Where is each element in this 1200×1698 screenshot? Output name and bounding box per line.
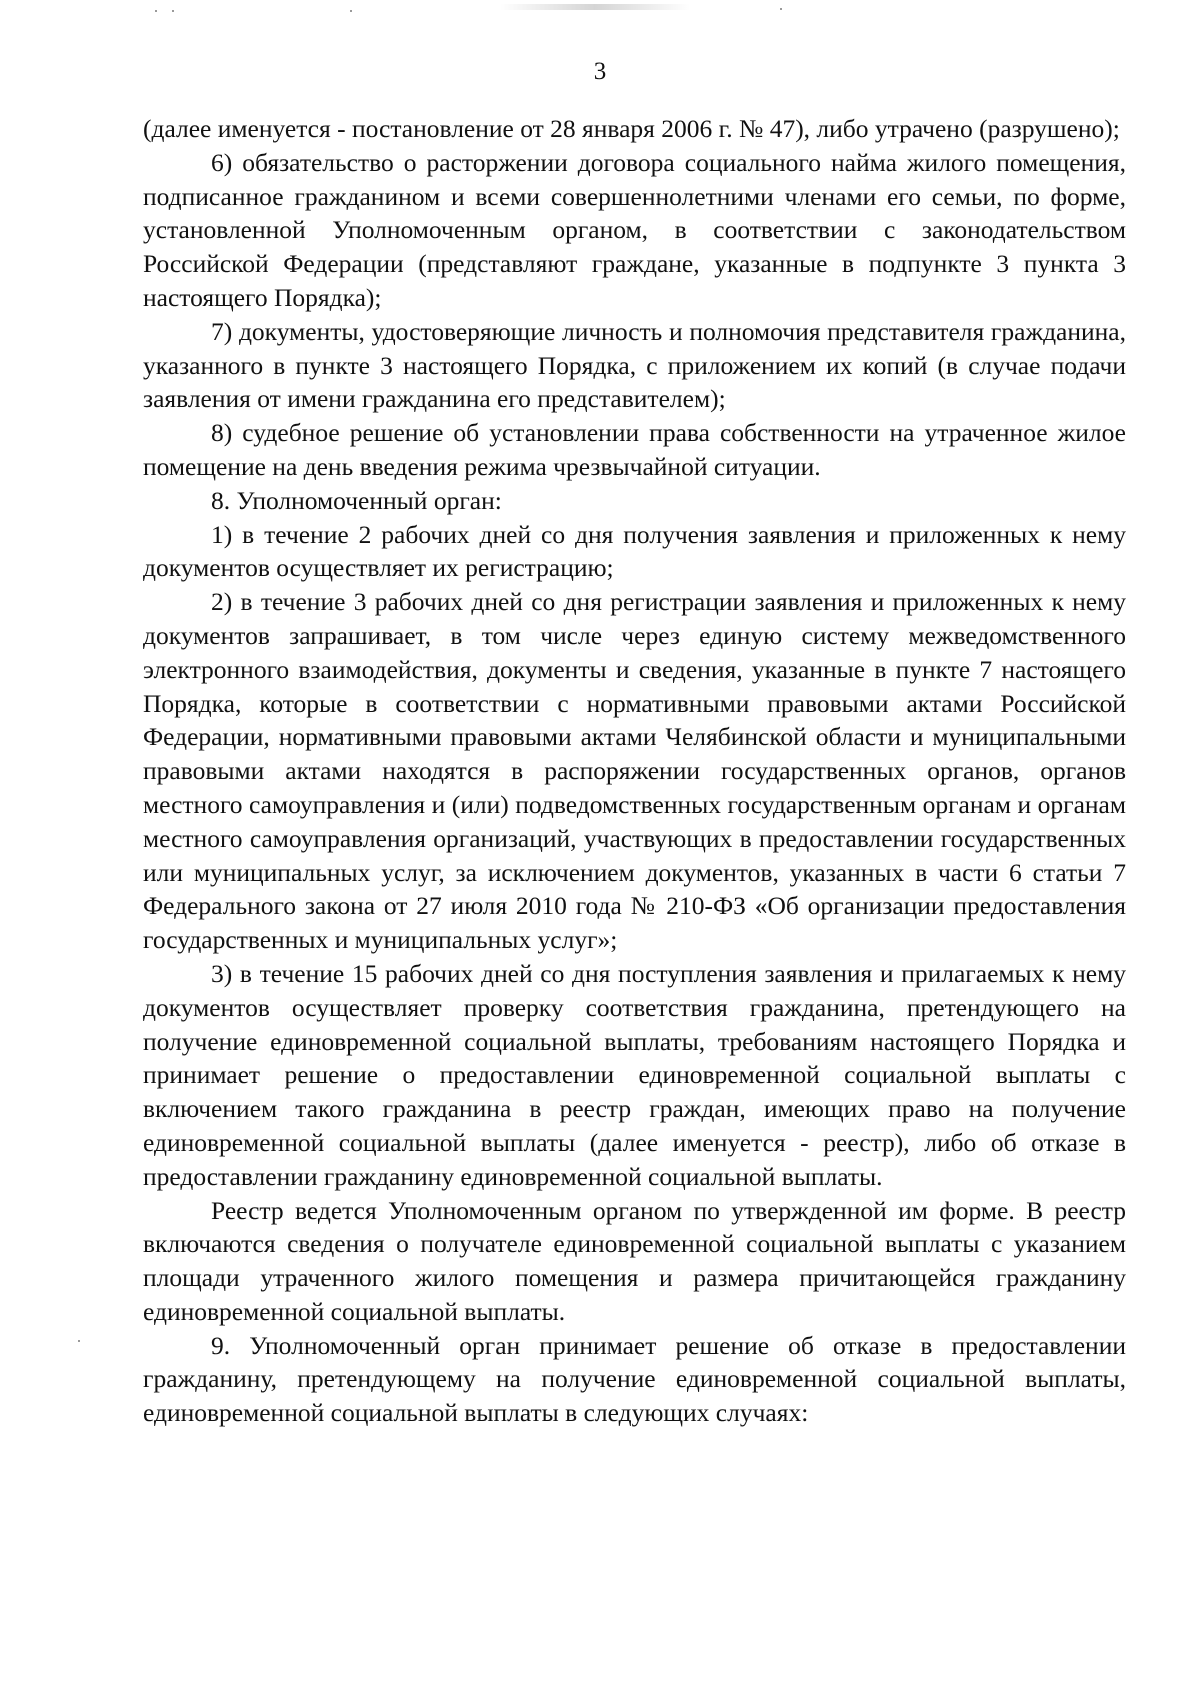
paragraph-item-6: 6) обязательство о расторжении договора социального найма жилого помещения, подписанное гражданином и всеми совершеннолетними членами его семьи, по форме, установленной Уполномоченным органом, в соответствии с законодательством Российской Федерации (представляют граждане, указанные в подпункте 3 пункта 3 настоящего Порядка); (143, 147, 1126, 312)
paragraph-section-9: 9. Уполномоченный орган принимает решение об отказе в предоставлении гражданину, претендующему на получение единовременной социальной выплаты, единовременной социальной выплаты в следующих случаях: (143, 1330, 1126, 1428)
paragraph-continuation: (далее именуется - постановление от 28 января 2006 г. № 47), либо утрачено (разрушено); (143, 114, 1120, 143)
paragraph-registry: Реестр ведется Уполномоченным органом по утвержденной им форме. В реестр включаются сведения о получателе единовременной социальной выплаты с указанием площади утраченного жилого помещения и размера причитающейся гражданину единовременной социальной выплаты. (143, 1195, 1126, 1326)
scan-artifact (350, 10, 352, 12)
paragraph-item-7: 7) документы, удостоверяющие личность и полномочия представителя гражданина, указанного в пункте 3 настоящего Порядка, с приложением их копий (в случае подачи заявления от имени гражданина его представителем); (143, 316, 1126, 414)
page-number: 3 (593, 58, 607, 85)
paragraph-section-8: 8. Уполномоченный орган: (211, 485, 502, 515)
document-body (143, 112, 1126, 1430)
paragraph-subitem-1: 1) в течение 2 рабочих дней со дня получения заявления и приложенных к нему документов осуществляет их регистрацию; (143, 519, 1126, 583)
paragraph-subitem-2: 2) в течение 3 рабочих дней со дня регистрации заявления и приложенных к нему документов запрашивает, в том числе через единую систему межведомственного электронного взаимодействия, документы и сведения, указанные в пункте 7 настоящего Порядка, которые в соответствии с нормативными правовыми актами Российской Федерации, нормативными правовыми актами Челябинской области и муниципальными правовыми актами находятся в распоряжении государственных органов, органов местного самоуправления и (или) подведомственных государственным органам и органам местного самоуправления организаций, участвующих в предоставлении государственных или муниципальных услуг, за исключением документов, указанных в части 6 статьи 7 Федерального закона от 27 июля 2010 года № 210-ФЗ «Об организации предоставления государственных и муниципальных услуг»; (143, 587, 1126, 955)
paragraph-item-8: 8) судебное решение об установлении права собственности на утраченное жилое помещение на день введения режима чрезвычайной ситуации. (143, 418, 1126, 481)
scan-artifact (78, 1340, 80, 1342)
scan-artifact (780, 8, 782, 10)
scan-artifact (500, 4, 690, 10)
scan-artifact (155, 10, 157, 12)
paragraph-subitem-3: 3) в течение 15 рабочих дней со дня поступления заявления и прилагаемых к нему документов осуществляет проверку соответствия гражданина, претендующего на получение единовременной социальной выплаты, требованиям настоящего Порядка и принимает решение о предоставлении единовременной социальной выплаты с включением такого гражданина в реестр граждан, имеющих право на получение единовременной социальной выплаты (далее именуется - реестр), либо об отказе в предоставлении гражданину единовременной социальной выплаты. (143, 958, 1126, 1191)
scan-artifact (172, 10, 174, 12)
